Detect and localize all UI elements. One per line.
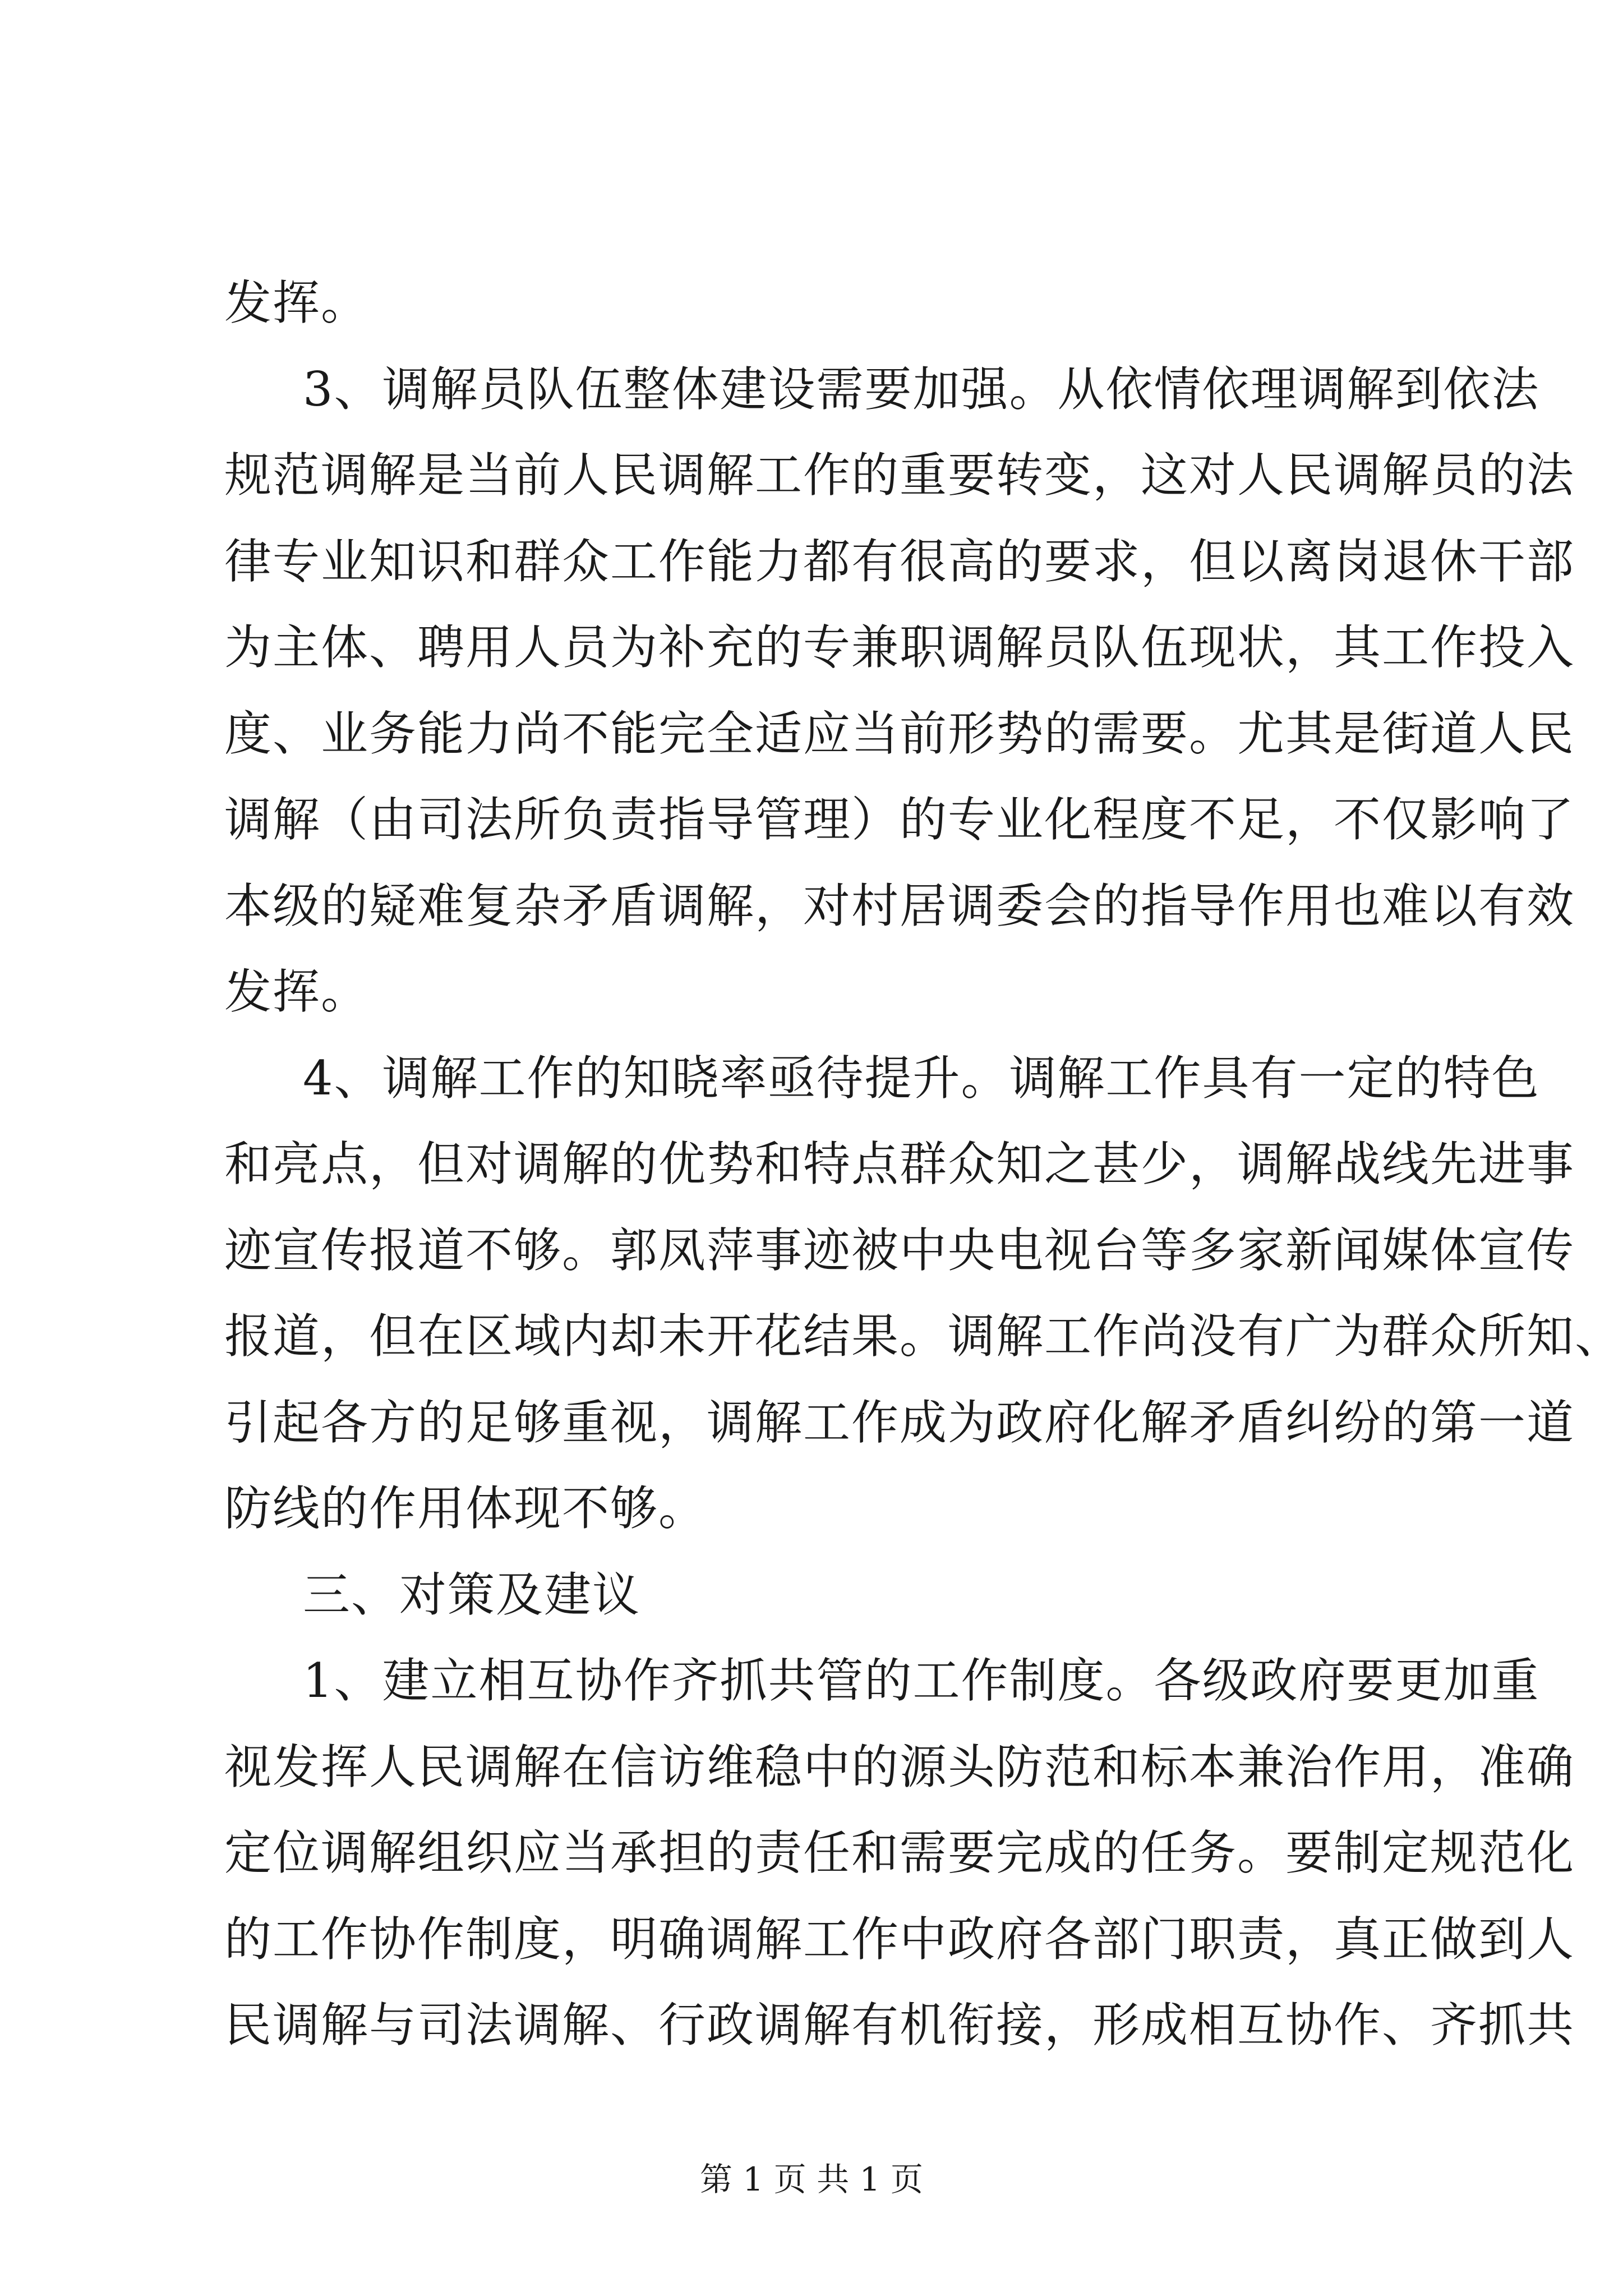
text-line: 迹宣传报道不够。郭凤萍事迹被中央电视台等多家新闻媒体宣传 [224, 1223, 1575, 1278]
text-line: 发挥。 [224, 275, 370, 330]
text-line: 报道，但在区域内却未开花结果。调解工作尚没有广为群众所知、 [224, 1309, 1623, 1364]
text-line: 调解（由司法所负责指导管理）的专业化程度不足，不仅影响了 [224, 792, 1575, 847]
page-footer: 第 1 页 共 1 页 [700, 2160, 923, 2198]
text-line: 度、业务能力尚不能完全适应当前形势的需要。尤其是街道人民 [224, 706, 1575, 761]
text-line: 发挥。 [224, 964, 370, 1019]
text-line: 定位调解组织应当承担的责任和需要完成的任务。要制定规范化 [224, 1825, 1575, 1880]
text-line: 本级的疑难复杂矛盾调解，对村居调委会的指导作用也难以有效 [224, 878, 1575, 933]
paragraph-heading-3: 3、调解员队伍整体建设需要加强。从依情依理调解到依法 [303, 362, 1540, 417]
text-line: 和亮点，但对调解的优势和特点群众知之甚少，调解战线先进事 [224, 1137, 1575, 1191]
text-line: 民调解与司法调解、行政调解有机衔接，形成相互协作、齐抓共 [224, 1998, 1575, 2053]
section-heading: 三、对策及建议 [303, 1567, 641, 1622]
text-line: 的工作协作制度，明确调解工作中政府各部门职责，真正做到人 [224, 1912, 1575, 1967]
text-line: 防线的作用体现不够。 [224, 1481, 707, 1536]
text-line: 规范调解是当前人民调解工作的重要转变，这对人民调解员的法 [224, 448, 1575, 503]
text-line: 为主体、聘用人员为补充的专兼职调解员队伍现状，其工作投入 [224, 620, 1575, 675]
text-line: 引起各方的足够重视，调解工作成为政府化解矛盾纠纷的第一道 [224, 1395, 1575, 1450]
paragraph-heading-4: 4、调解工作的知晓率亟待提升。调解工作具有一定的特色 [303, 1051, 1540, 1106]
text-line: 视发挥人民调解在信访维稳中的源头防范和标本兼治作用，准确 [224, 1740, 1575, 1795]
text-line: 律专业知识和群众工作能力都有很高的要求，但以离岗退休干部 [224, 534, 1575, 589]
paragraph-heading-1: 1、建立相互协作齐抓共管的工作制度。各级政府要更加重 [303, 1653, 1540, 1708]
